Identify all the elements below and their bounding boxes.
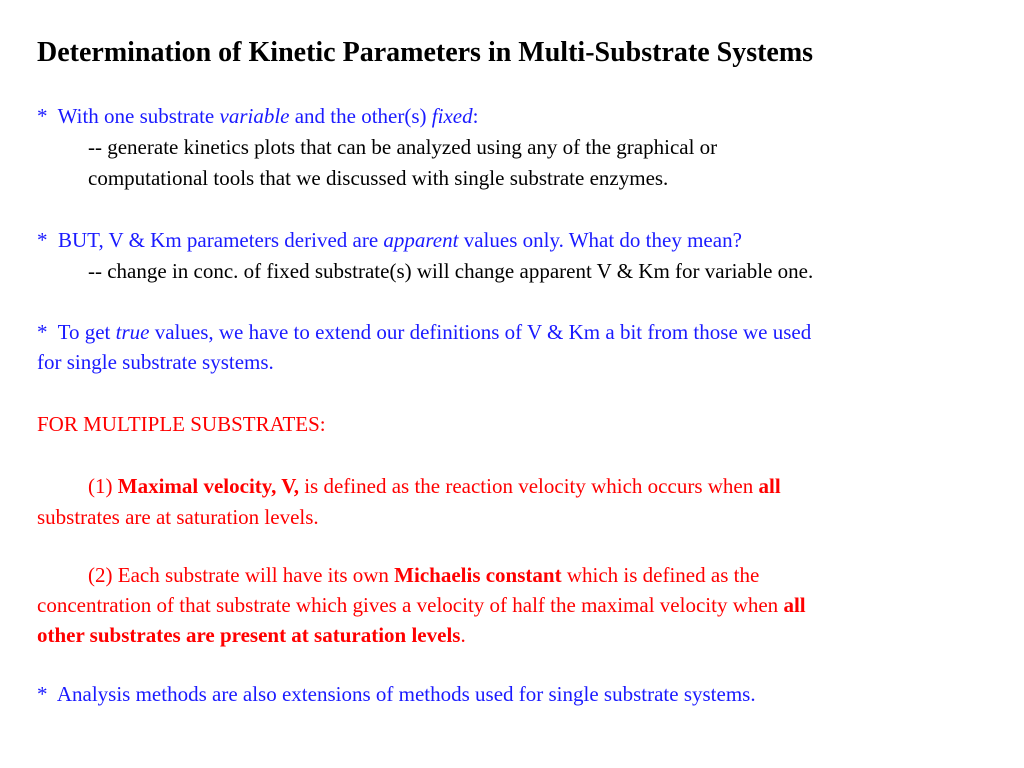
bullet-star: * [37, 682, 48, 706]
bullet-one-substrate-variable [37, 101, 478, 131]
bullet-star: * [37, 320, 48, 344]
bullet-apparent-values [37, 225, 742, 255]
bullet-star: * [37, 228, 48, 252]
bullet-continuation: for single substrate systems. [37, 350, 274, 374]
bullet-star: * [37, 104, 48, 128]
definition-text: which is defined as the [561, 563, 760, 587]
bullet-text: To get [57, 320, 116, 344]
definition-continuation [37, 590, 806, 620]
term-all: all [758, 474, 781, 498]
definition-text: (1) [88, 474, 118, 498]
term-maximal-velocity: Maximal velocity, V, [117, 474, 299, 498]
definition-continuation [37, 620, 466, 650]
emphasis-apparent: apparent [383, 228, 459, 252]
sub-bullet-line: computational tools that we discussed with single substrate enzymes. [88, 166, 669, 190]
slide-title: Determination of Kinetic Parameters in Multi-Substrate Systems [37, 37, 814, 68]
bullet-text: BUT, V & Km parameters derived are [58, 228, 384, 252]
definition-text: (2) Each substrate will have its own [88, 563, 395, 587]
term-michaelis-constant: Michaelis constant [394, 563, 562, 587]
sub-bullet-line: -- change in conc. of fixed substrate(s) will change apparent V & Km for variable one. [88, 259, 814, 283]
definition-text: . [460, 623, 466, 647]
definition-michaelis-constant [88, 560, 759, 590]
definition-text: concentration of that substrate which gives a velocity of half the maximal velocity when [37, 593, 784, 617]
bullet-text: and the other(s) [289, 104, 432, 128]
definition-continuation: substrates are at saturation levels. [37, 505, 319, 529]
definition-maximal-velocity [88, 471, 781, 501]
bullet-true-values [37, 317, 811, 347]
bullet-text: values only. What do they mean? [458, 228, 742, 252]
emphasis-fixed: fixed [431, 104, 473, 128]
bullet-text: With one substrate [57, 104, 220, 128]
section-heading: FOR MULTIPLE SUBSTRATES: [37, 412, 326, 436]
emphasis-variable: variable [219, 104, 290, 128]
bullet-text: values, we have to extend our definitions of V & Km a bit from those we used [149, 320, 812, 344]
term-all: all [783, 593, 806, 617]
bullet-analysis-methods [37, 679, 756, 709]
sub-bullet-line: -- generate kinetics plots that can be analyzed using any of the graphical or [88, 135, 718, 159]
bullet-text: Analysis methods are also extensions of methods used for single substrate systems. [56, 682, 756, 706]
term-saturation: other substrates are present at saturation levels [37, 623, 461, 647]
emphasis-true: true [115, 320, 150, 344]
bullet-text: : [472, 104, 479, 128]
definition-text: is defined as the reaction velocity which occurs when [298, 474, 759, 498]
